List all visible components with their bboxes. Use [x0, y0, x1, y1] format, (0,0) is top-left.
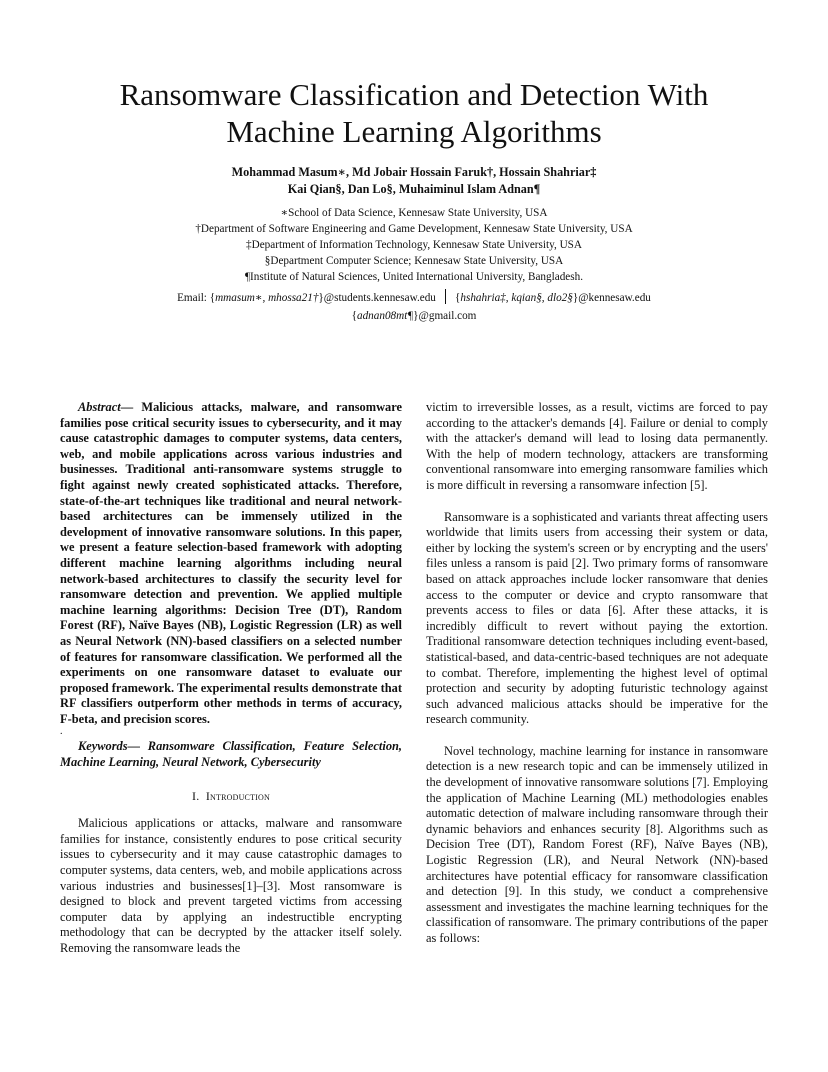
authors-line-2: Kai Qian§, Dan Lo§, Muhaiminul Islam Adnan¶ [287, 182, 541, 196]
affiliation-3: ‡Department of Information Technology, Kennesaw State University, USA [246, 239, 582, 251]
email-line-2 [60, 307, 768, 325]
affiliation-2: †Department of Software Engineering and Game Development, Kennesaw State University, USA [195, 223, 633, 235]
section-title: Introduction [205, 788, 270, 803]
email-group-faculty: hshahria‡, kqian§, dlo2§ [460, 292, 573, 304]
author-list [60, 164, 768, 198]
right-column [426, 400, 768, 947]
section-number: I. [192, 788, 200, 803]
right-paragraph-1: victim to irreversible losses, as a result, victims are forced to pay according to the attacker's demands [4]. Failure or denial to comply with the attacker's demand will lead to losing data permanently. With the help of modern technology, attackers are transforming conventional ransomware into emerging ransomware families which is more difficult in reversing a ransomware infection [5]. [426, 400, 768, 492]
title-line-2: Machine Learning Algorithms [226, 114, 602, 149]
intro-paragraph-1: Malicious applications or attacks, malware and ransomware families for instance, consistently endures to pose critical security issues to cybersecurity and it may cause catastrophic damages to computer systems, data centers, web, and mobile applications across various industries and businesses[1]–[3]. Most ransomware is designed to block and prevent targeted victims from accessing computer data by applying an indestructible encrypting methodology that can be decrypted by the attacker itself solely. Removing the ransomware leads the [60, 816, 402, 955]
authors-line-1: Mohammad Masum∗, Md Jobair Hossain Faruk†, Hossain Shahriar‡ [231, 165, 597, 179]
email-block [60, 289, 768, 325]
abstract-text: — Malicious attacks, malware, and ransomware families pose critical security issues to cybersecurity, and it may cause catastrophic damages to computer systems, data centers, web, and mobile applications across various industries and businesses. Traditional anti-ransomware systems struggle to fight against newly created sophisticated attacks. Therefore, state-of-the-art techniques like traditional and neural network-based architectures can be immensely utilized in the development of innovative ransomware solutions. In this paper, we present a feature selection-based framework with adopting different machine learning algorithms including neural network-based architectures to classify the security level for ransomware detection and prevention. We applied multiple machine learning algorithms: Decision Tree (DT), Random Forest (RF), Naïve Bayes (NB), Logistic Regression (LR) as well as Neural Network (NN)-based classifiers on a selected number of features for ransomware classification. We performed all the experiments on one ransomware dataset to evaluate our proposed framework. The experimental results demonstrate that RF classifiers outperform other methods in terms of accuracy, F-beta, and precision scores. [60, 400, 402, 726]
affiliation-4: §Department Computer Science; Kennesaw State University, USA [264, 255, 564, 267]
right-paragraph-2: Ransomware is a sophisticated and variants threat affecting users worldwide that limits users from accessing their system or data, either by locking the system's screen or by encrypting and the users' files unless a ransom is paid [2]. Two primary forms of ransomware based on attack approaches include locker ransomware that denies access to the computer or device and crypto ransomware that prevents access to files or data [6]. After these attacks, it is incredibly difficult to revert without paying the extortion. Traditional ransomware detection techniques including event-based, statistical-based, and data-centric-based techniques are not adequate to combat. Therefore, implementing the highest level of optimal protection and security by adopting futuristic technology against such advanced malicious attacks should be imperative for the research community. [426, 509, 768, 727]
right-paragraph-3: Novel technology, machine learning for instance in ransomware detection is a new research topic and can be immensely utilized in the development of innovative ransomware solutions [7]. Employing the application of Machine Learning (ML) methodologies enables automatic detection of malware including ransomware through their dynamic behaviors and enhances security [8]. Algorithms such as Decision Tree (DT), Random Forest (RF), Naïve Bayes (NB), Logistic Regression (LR), and Neural Network (NN)-based architectures have potential efficacy for ransomware classification and detection [9]. In this study, we conduct a comprehensive assessment and investigates the machine learning techniques for the classification of ransomware. The primary contributions of the paper as follows: [426, 743, 768, 945]
abstract-label: Abstract [78, 400, 121, 414]
section-heading-introduction [60, 789, 402, 805]
email-prefix: Email: { [177, 292, 216, 304]
email-domain-students: }@students.kennesaw.edu [318, 292, 436, 304]
email-domain-faculty: }@kennesaw.edu [572, 292, 651, 304]
left-column [60, 400, 402, 957]
affiliations [60, 205, 768, 285]
abstract-dot: . [60, 726, 63, 738]
email-separator [445, 289, 447, 304]
email-brace-open-2: { [351, 310, 357, 322]
email-brace-open: { [455, 292, 461, 304]
email-line-1 [60, 289, 768, 307]
abstract [60, 400, 402, 727]
keywords: Keywords— Ransomware Classification, Feature Selection, Machine Learning, Neural Network, Cybersecurity [60, 739, 402, 770]
affiliation-1: ∗School of Data Science, Kennesaw State University, USA [280, 207, 548, 219]
title-line-1: Ransomware Classification and Detection With [119, 77, 709, 112]
email-domain-gmail: }@gmail.com [413, 310, 477, 322]
email-group-gmail: adnan08mt¶ [356, 310, 414, 322]
affiliation-5: ¶Institute of Natural Sciences, United International University, Bangladesh. [244, 271, 583, 283]
paper-title [60, 76, 768, 150]
email-group-students: mmasum∗, mhossa21† [215, 292, 319, 304]
